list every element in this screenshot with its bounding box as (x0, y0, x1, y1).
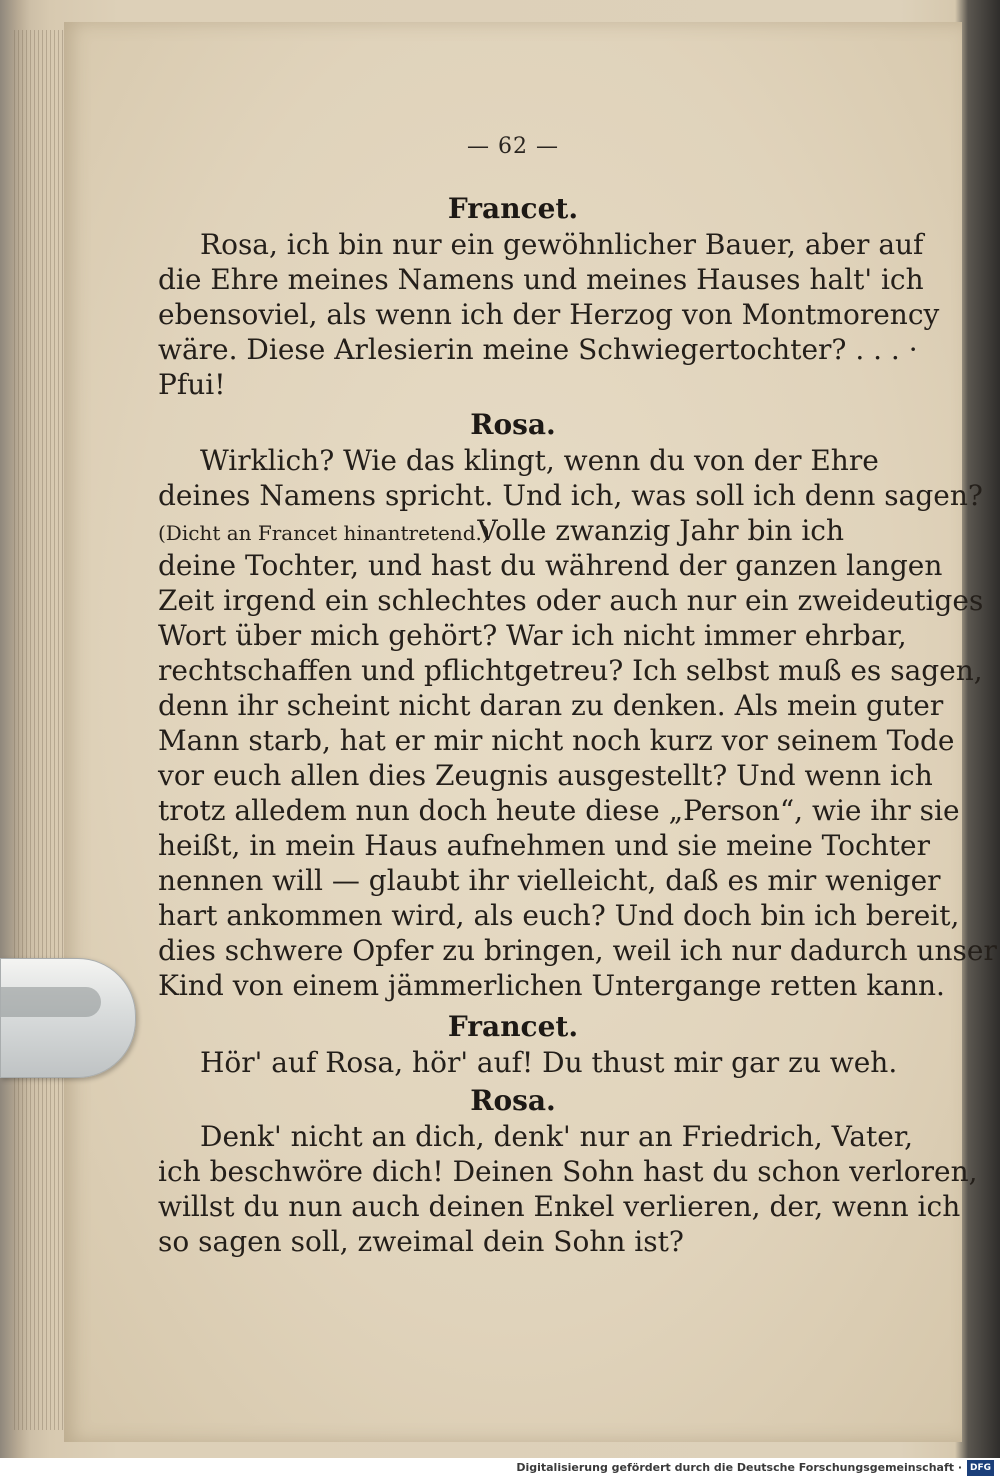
text-line: Pfui! (158, 368, 226, 401)
text-line: denn ihr scheint nicht daran zu denken. Als mein guter (158, 689, 944, 722)
text-line: Hör' auf Rosa, hör' auf! Du thust mir gar zu weh. (200, 1046, 898, 1079)
speaker-rosa: Rosa. (470, 1084, 556, 1117)
text-line: die Ehre meines Namens und meines Hauses halt' ich (158, 263, 924, 296)
text-line: nennen will — glaubt ihr vielleicht, daß es mir weniger (158, 864, 941, 897)
text-line: willst du nun auch deinen Enkel verlieren, der, wenn ich (158, 1190, 961, 1223)
stage-direction: (Dicht an Francet hinantretend.) (158, 521, 490, 545)
text-line: so sagen soll, zweimal dein Sohn ist? (158, 1225, 684, 1258)
page-clip (0, 958, 136, 1078)
speaker-rosa: Rosa. (470, 408, 556, 441)
text-line (158, 514, 844, 550)
page-edges (14, 30, 66, 1430)
text-line: Denk' nicht an dich, denk' nur an Friedrich, Vater, (200, 1120, 914, 1153)
text-line: Zeit irgend ein schlechtes oder auch nur ein zweideutiges (158, 584, 984, 617)
text-line: deines Namens spricht. Und ich, was soll ich denn sagen? (158, 479, 983, 512)
text-line: hart ankommen wird, als euch? Und doch bin ich bereit, (158, 899, 960, 932)
text-line: Kind von einem jämmerlichen Untergange retten kann. (158, 969, 945, 1002)
speaker-francet: Francet. (447, 1010, 579, 1043)
text-line: Wort über mich gehört? War ich nicht immer ehrbar, (158, 619, 907, 652)
text-line: ich beschwöre dich! Deinen Sohn hast du schon verloren, (158, 1155, 978, 1188)
footer-bar (0, 1458, 1000, 1479)
text-line: rechtschaffen und pflichtgetreu? Ich selbst muß es sagen, (158, 654, 983, 687)
dfg-logo: DFG (967, 1460, 994, 1476)
text-line: deine Tochter, und hast du während der ganzen langen (158, 549, 943, 582)
text-line: ebensoviel, als wenn ich der Herzog von Montmorency (158, 298, 940, 331)
text-line: heißt, in mein Haus aufnehmen und sie meine Tochter (158, 829, 930, 862)
text-line: dies schwere Opfer zu bringen, weil ich nur dadurch unser (158, 934, 997, 967)
text-line: Rosa, ich bin nur ein gewöhnlicher Bauer, aber auf (200, 228, 924, 261)
text-line: Wirklich? Wie das klingt, wenn du von der Ehre (200, 444, 879, 477)
text-line: trotz alledem nun doch heute diese „Person“, wie ihr sie (158, 794, 960, 827)
footer-credit: Digitalisierung gefördert durch die Deutsche Forschungsgemeinschaft · (516, 1461, 962, 1474)
page-clip-slot (1, 987, 101, 1017)
speaker-francet: Francet. (447, 192, 579, 225)
text-line: Mann starb, hat er mir nicht noch kurz vor seinem Tode (158, 724, 955, 757)
text-fragment: Volle zwanzig Jahr bin ich (477, 514, 844, 547)
page-number: — 62 — (467, 134, 559, 159)
book-page (64, 22, 997, 1442)
text-line: wäre. Diese Arlesierin meine Schwiegertochter? . . . · (158, 333, 918, 366)
text-line: vor euch allen dies Zeugnis ausgestellt? Und wenn ich (158, 759, 933, 792)
